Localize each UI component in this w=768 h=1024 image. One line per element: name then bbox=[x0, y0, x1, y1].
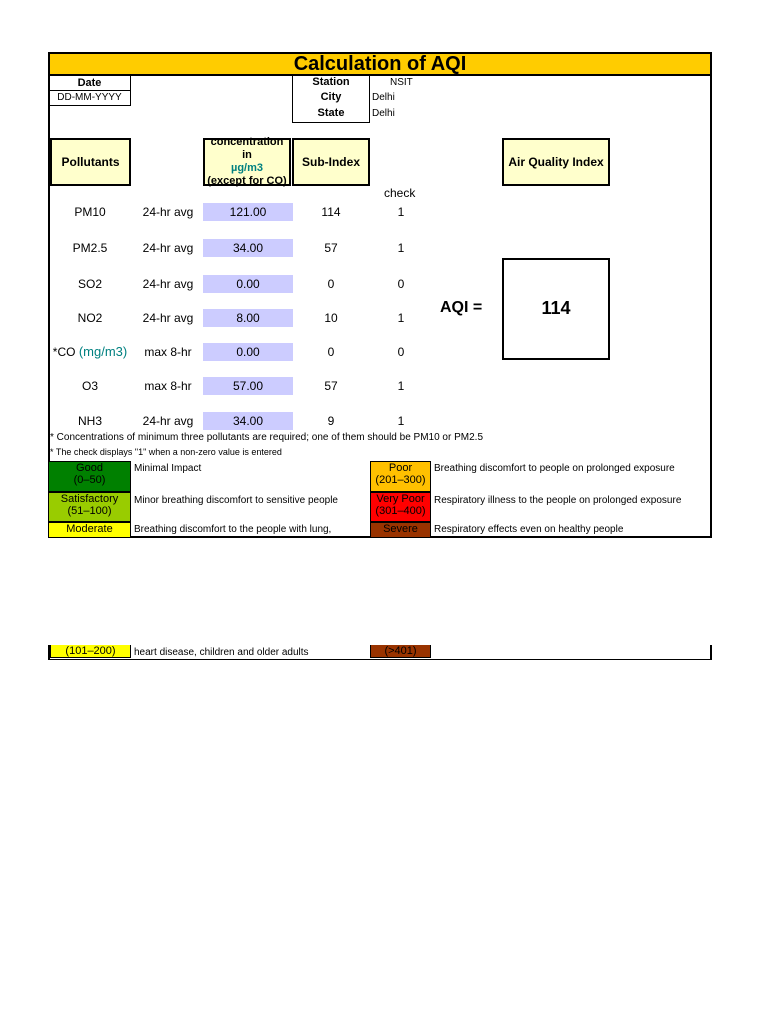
legend-good-desc: Minimal Impact bbox=[134, 463, 202, 474]
check-value: 1 bbox=[397, 379, 405, 393]
concentration-input[interactable]: 57.00 bbox=[203, 377, 293, 395]
aqi-value: 114 bbox=[502, 258, 610, 360]
aqi-header: Air Quality Index bbox=[502, 138, 610, 186]
check-value: 1 bbox=[397, 241, 405, 255]
legend-severe-name: Severe bbox=[383, 523, 418, 535]
legend-poor bbox=[370, 461, 431, 492]
legend-good-range: (0–50) bbox=[73, 474, 106, 486]
concentration-input[interactable]: 0.00 bbox=[203, 275, 293, 293]
legend-satisfactory bbox=[48, 492, 131, 522]
legend-very-poor-name: Very Poor bbox=[376, 493, 425, 505]
pollutants-header: Pollutants bbox=[50, 138, 131, 186]
concentration-input[interactable]: 34.00 bbox=[203, 239, 293, 257]
legend-moderate bbox=[48, 522, 131, 537]
pollutant-name: NH3 bbox=[77, 414, 102, 428]
check-value: 1 bbox=[397, 414, 405, 428]
legend-moderate-name: Moderate bbox=[66, 523, 113, 535]
legend-good-name: Good bbox=[76, 462, 103, 474]
concentration-header-unit: µg/m3 bbox=[230, 162, 263, 174]
averaging-period: 24-hr avg bbox=[142, 414, 194, 428]
legend-moderate-range: (101–200) bbox=[65, 645, 116, 657]
co-unit: (mg/m3) bbox=[78, 344, 128, 359]
subindex-value: 114 bbox=[321, 205, 341, 219]
station-label: Station bbox=[312, 76, 350, 88]
state-value[interactable]: Delhi bbox=[372, 108, 395, 119]
legend-severe-desc: Respiratory effects even on healthy people bbox=[434, 524, 624, 535]
pollutant-name: O3 bbox=[81, 379, 98, 393]
city-label: City bbox=[320, 91, 342, 103]
legend-moderate-range-box bbox=[50, 645, 131, 658]
concentration-input[interactable]: 8.00 bbox=[203, 309, 293, 327]
note-min-pollutants: * Concentrations of minimum three pollutants are required; one of them should be PM10 or PM2.5 bbox=[50, 432, 484, 443]
pollutant-name: PM2.5 bbox=[72, 241, 108, 255]
legend-very-poor-range: (301–400) bbox=[375, 505, 426, 517]
subindex-header: Sub-Index bbox=[292, 138, 370, 186]
legend-very-poor-desc: Respiratory illness to the people on prolonged exposure bbox=[434, 495, 682, 506]
pollutant-name: NO2 bbox=[77, 311, 103, 325]
pollutant-name: SO2 bbox=[77, 277, 102, 291]
subindex-value: 57 bbox=[324, 241, 338, 255]
sheet-title: Calculation of AQI bbox=[48, 52, 712, 76]
averaging-period: 24-hr avg bbox=[142, 241, 194, 255]
concentration-input[interactable]: 0.00 bbox=[203, 343, 293, 361]
date-value[interactable]: DD-MM-YYYY bbox=[48, 90, 131, 106]
concentration-header-line1: concentration in bbox=[210, 136, 284, 161]
averaging-period: 24-hr avg bbox=[142, 311, 194, 325]
subindex-value: 57 bbox=[324, 379, 338, 393]
legend-very-poor bbox=[370, 492, 431, 522]
station-value[interactable]: NSIT bbox=[390, 77, 413, 88]
pollutant-name: PM10 bbox=[74, 205, 106, 219]
legend-poor-desc: Breathing discomfort to people on prolonged exposure bbox=[434, 463, 675, 474]
legend-poor-range: (201–300) bbox=[375, 474, 426, 486]
concentration-header bbox=[203, 138, 291, 186]
check-value: 1 bbox=[397, 311, 405, 325]
pollutant-name-co bbox=[48, 343, 132, 361]
legend-moderate-desc2: heart disease, children and older adults bbox=[134, 647, 309, 658]
subindex-value: 0 bbox=[327, 277, 335, 291]
averaging-period: max 8-hr bbox=[144, 345, 192, 359]
averaging-period: 24-hr avg bbox=[142, 277, 194, 291]
subindex-value: 10 bbox=[324, 311, 338, 325]
legend-poor-name: Poor bbox=[388, 462, 413, 474]
legend-severe bbox=[370, 522, 431, 537]
subindex-value: 9 bbox=[327, 414, 335, 428]
averaging-period: max 8-hr bbox=[144, 379, 192, 393]
legend-satisfactory-desc: Minor breathing discomfort to sensitive people bbox=[134, 495, 338, 506]
legend-moderate-desc1: Breathing discomfort to the people with lung, bbox=[134, 524, 332, 535]
aqi-label: AQI = bbox=[440, 299, 483, 316]
legend-satisfactory-name: Satisfactory bbox=[60, 493, 119, 505]
concentration-input[interactable]: 34.00 bbox=[203, 412, 293, 430]
check-header: check bbox=[384, 186, 416, 200]
legend-good bbox=[48, 461, 131, 492]
concentration-header-line3: (except for CO) bbox=[207, 175, 287, 187]
legend-severe-range-box bbox=[370, 645, 431, 658]
co-label: *CO bbox=[52, 345, 79, 359]
legend-satisfactory-range: (51–100) bbox=[67, 505, 112, 517]
concentration-input[interactable]: 121.00 bbox=[203, 203, 293, 221]
city-value[interactable]: Delhi bbox=[372, 92, 395, 103]
note-check: * The check displays "1" when a non-zero value is entered bbox=[50, 447, 282, 457]
check-value: 0 bbox=[397, 277, 405, 291]
subindex-value: 0 bbox=[327, 345, 335, 359]
check-value: 0 bbox=[397, 345, 405, 359]
averaging-period: 24-hr avg bbox=[142, 205, 194, 219]
check-value: 1 bbox=[397, 205, 405, 219]
legend-severe-range: (>401) bbox=[384, 645, 417, 657]
state-label: State bbox=[317, 107, 345, 119]
date-label: Date bbox=[48, 75, 131, 91]
